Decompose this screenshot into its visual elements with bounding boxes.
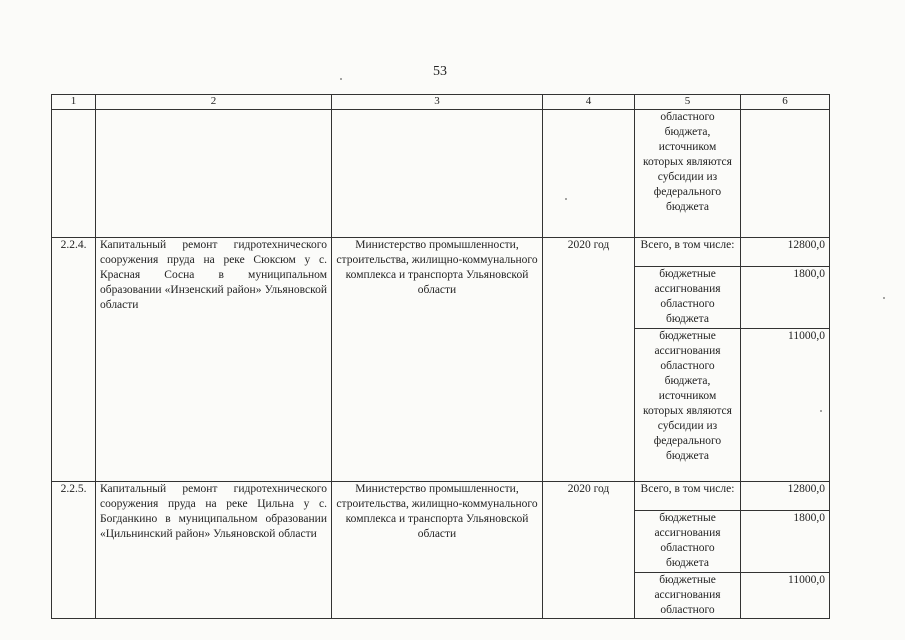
column-number-row bbox=[52, 95, 830, 110]
item-year: 2020 год bbox=[543, 482, 635, 619]
amount-cell: 1800,0 bbox=[741, 511, 830, 573]
amount-cell: 12800,0 bbox=[741, 238, 830, 267]
item-year: 2020 год bbox=[543, 238, 635, 482]
column-number: 5 bbox=[635, 95, 741, 110]
column-number: 3 bbox=[332, 95, 543, 110]
column-number: 4 bbox=[543, 95, 635, 110]
column-number: 2 bbox=[96, 95, 332, 110]
funding-source-cell: бюджетные ассигнования областного бюджета bbox=[635, 511, 741, 573]
funding-source-cell: областного бюджета, источником которых являются субсидии из федерального бюджета bbox=[635, 110, 741, 238]
column-number: 6 bbox=[741, 95, 830, 110]
amount-cell: 11000,0 bbox=[741, 329, 830, 482]
scan-speck bbox=[883, 297, 885, 299]
item-number: 2.2.4. bbox=[52, 238, 96, 482]
amount-cell: 1800,0 bbox=[741, 267, 830, 329]
scan-speck bbox=[340, 78, 342, 80]
scan-speck bbox=[820, 410, 822, 412]
funding-source-cell: Всего, в том числе: bbox=[635, 482, 741, 511]
funding-source-cell: Всего, в том числе: bbox=[635, 238, 741, 267]
program-table bbox=[51, 94, 830, 619]
page-number: 53 bbox=[433, 64, 447, 79]
item-executor: Министерство промышленности, строительства, жилищно-коммунального комплекса и транспорта Ульяновской области bbox=[332, 482, 543, 619]
funding-source-cell: бюджетные ассигнования областного бюджета bbox=[635, 267, 741, 329]
amount-cell: 12800,0 bbox=[741, 482, 830, 511]
item-name: Капитальный ремонт гидротехнического сооружения пруда на реке Сюксюм у с. Красная Сосна в муниципальном образовании «Инзенский район» Ульяновской области bbox=[96, 238, 332, 482]
scan-speck bbox=[565, 198, 567, 200]
table-row bbox=[52, 482, 830, 511]
funding-source-cell: бюджетные ассигнования областного бюджета, источником которых являются субсидии из федерального бюджета bbox=[635, 329, 741, 482]
item-executor: Министерство промышленности, строительства, жилищно-коммунального комплекса и транспорта Ульяновской области bbox=[332, 238, 543, 482]
funding-source-cell: бюджетные ассигнования областного bbox=[635, 573, 741, 619]
column-number: 1 bbox=[52, 95, 96, 110]
table-row bbox=[52, 238, 830, 267]
continuation-row bbox=[52, 110, 830, 238]
item-name: Капитальный ремонт гидротехнического сооружения пруда на реке Цильна у с. Богданкино в муниципальном образовании «Цильнинский район» Ульяновской области bbox=[96, 482, 332, 619]
item-number: 2.2.5. bbox=[52, 482, 96, 619]
amount-cell: 11000,0 bbox=[741, 573, 830, 619]
